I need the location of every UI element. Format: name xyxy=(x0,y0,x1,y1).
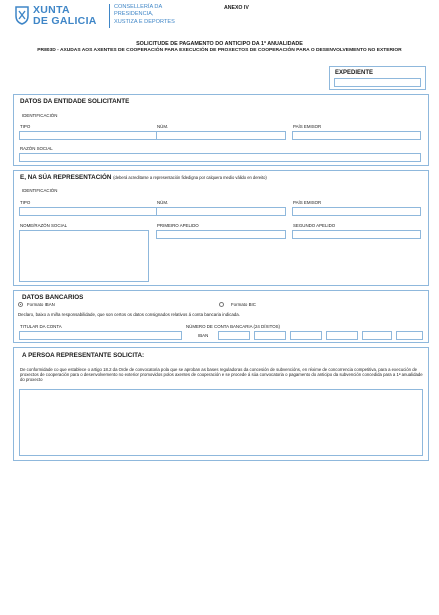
iban-radio[interactable] xyxy=(18,302,23,307)
entidade-title: DATOS DA ENTIDADE SOLICITANTE xyxy=(20,98,130,105)
entidade-razon-label: RAZÓN SOCIAL xyxy=(20,146,53,151)
solicita-title: A PERSOA REPRESENTANTE SOLICITA: xyxy=(22,352,145,359)
representacion-num-label: NÚM. xyxy=(157,200,169,205)
iban-prefix-label: IBAN xyxy=(198,333,209,338)
xunta-emblem-icon xyxy=(14,5,30,25)
entidade-identificacion-label: IDENTIFICACIÓN xyxy=(22,113,58,118)
representacion-pais-field[interactable] xyxy=(292,207,421,216)
expediente-box xyxy=(329,66,426,90)
entidade-pais-label: PAÍS EMISOR xyxy=(293,124,322,129)
representacion-nome-label: NOME/RAZÓN SOCIAL xyxy=(20,223,68,228)
entidade-num-label: NÚM. xyxy=(157,124,169,129)
xunta-logo xyxy=(14,4,184,28)
representacion-identificacion-label: IDENTIFICACIÓN xyxy=(22,188,58,193)
entidade-pais-field[interactable] xyxy=(292,131,421,140)
procedure-subtitle: PR803D - AXUDAS AOS AXENTES DE COOPERACIÓN PARA EXECUCIÓN DE PROXECTOS DE COOPERACIÓN PARA O DESENVOLVEMENTO NO EXTERIOR xyxy=(37,48,402,53)
bic-option-label: Formato BIC xyxy=(231,302,256,307)
representacion-title: E, NA SÚA REPRESENTACIÓN (deberá acreditarse a representación fidedigna por calquera medio válido en dereito) xyxy=(20,174,267,181)
iban-group-3-field[interactable] xyxy=(326,331,358,340)
solicita-text: De conformidade co que establece o artigo 18.2 da Orde de convocatoria pola que se aproban as bases reguladoras da concesión de subvencións, en réxime de concorrencia competitiva, para a execución de proxectos de cooperación para o desenvolvemento no exterior promovidos polos axentes de cooperación e se procede á súa convocatoria o pagamento do anticipo da subvención concedida para a 1ª anualidade do proxecto xyxy=(20,367,423,383)
entidade-num-field[interactable] xyxy=(156,131,286,140)
department-name: CONSELLERÍA DA PRESIDENCIA, XUSTIZA E DEPORTES xyxy=(114,4,175,25)
representacion-tipo-label: TIPO xyxy=(20,200,31,205)
entidade-section xyxy=(13,94,429,166)
entidade-tipo-field[interactable] xyxy=(19,131,161,140)
iban-group-2-field[interactable] xyxy=(290,331,322,340)
representacion-apelido2-field[interactable] xyxy=(292,230,421,239)
representacion-note: (deberá acreditarse a representación fidedigna por calquera medio válido en dereito) xyxy=(113,175,267,180)
representacion-num-field[interactable] xyxy=(156,207,286,216)
bancarios-declaration: Declaro, baixo a miña responsabilidade, que son certos os datos consignados relativos á conta bancaria indicada. xyxy=(18,312,240,317)
bancarios-title: DATOS BANCARIOS xyxy=(22,294,84,301)
logo-text-xunta: XUNTA xyxy=(33,4,70,16)
solicita-textarea[interactable] xyxy=(19,389,423,456)
representacion-section xyxy=(13,170,429,286)
iban-country-field[interactable] xyxy=(218,331,250,340)
iban-group-5-field[interactable] xyxy=(396,331,423,340)
entidade-tipo-label: TIPO xyxy=(20,124,31,129)
representacion-pais-label: PAÍS EMISOR xyxy=(293,200,322,205)
bancarios-section xyxy=(13,290,429,343)
logo-divider xyxy=(109,4,110,28)
document-title: SOLICITUDE DE PAGAMENTO DO ANTICIPO DA 1ª ANUALIDADE xyxy=(136,41,303,47)
representacion-nome-field[interactable] xyxy=(19,230,149,282)
representacion-apelido1-label: PRIMEIRO APELIDO xyxy=(157,223,199,228)
expediente-label: EXPEDIENTE xyxy=(335,70,374,76)
titular-field[interactable] xyxy=(19,331,182,340)
representacion-apelido1-field[interactable] xyxy=(156,230,286,239)
bic-radio[interactable] xyxy=(219,302,224,307)
iban-group-4-field[interactable] xyxy=(362,331,392,340)
iban-option-label: Formato IBAN xyxy=(27,302,55,307)
solicita-section xyxy=(13,347,429,461)
expediente-input[interactable] xyxy=(334,78,421,87)
iban-group-1-field[interactable] xyxy=(254,331,286,340)
logo-text-galicia: DE GALICIA xyxy=(33,15,97,27)
representacion-tipo-field[interactable] xyxy=(19,207,161,216)
representacion-apelido2-label: SEGUNDO APELIDO xyxy=(293,223,336,228)
numero-conta-label: NÚMERO DE CONTA BANCARIA (24 DÍXITOS) xyxy=(186,324,281,329)
titular-label: TITULAR DA CONTA xyxy=(20,324,62,329)
entidade-razon-field[interactable] xyxy=(19,153,421,162)
anexo-label: ANEXO IV xyxy=(224,5,249,11)
